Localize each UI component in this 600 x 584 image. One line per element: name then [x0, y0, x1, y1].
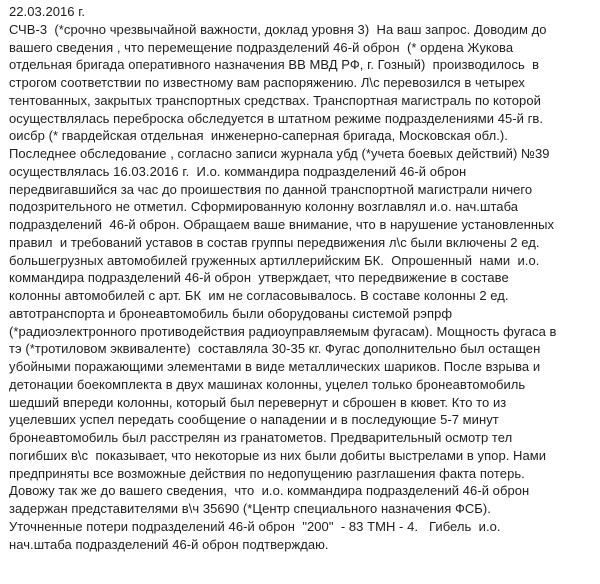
text-line: детонации боекомплекта в двух машинах колонны, уцелел только бронеавтомобиль: [9, 376, 526, 392]
text-line: Уточненные потери подразделений 46-й оброн "200" - 83 ТМН - 4. Гибель и.о.: [9, 518, 501, 534]
text-line: 22.03.2016 г.: [9, 4, 86, 19]
text-line: осуществлялась 16.03.2016 г. И.о. коммандира подразделений 46-й оброн: [9, 163, 467, 179]
text-line: шедший впереди колонны, который был перевернут и сброшен в кювет. Кто то из: [9, 394, 507, 410]
text-line: автотранспорта и бронеавтомобиль были оборудованы системой рэпрф: [9, 305, 453, 321]
text-line: правил и требований уставов в состав группы передвижения л\с были включены 2 ед.: [9, 234, 540, 250]
text-line: бронеавтомобиль был расстрелян из гранатометов. Предварительный осмотр тел: [9, 430, 513, 445]
text-line: тентованных, закрытых транспортных средствах. Транспортная магистраль по которой: [9, 92, 541, 108]
text-line: уцелевших успел передать сообщение о нападении и в последующие 5-7 минут: [9, 412, 499, 428]
text-line: большегрузных автомобилей груженных артиллерийским БК. Опрошенный нами и.о.: [9, 252, 540, 268]
text-line: строгом соответствии по известному вам распоряжению. Л\с перевозился в четырех: [9, 75, 525, 90]
text-line: погибших в\с показывает, что некоторые из них были добиты выстрелами в упор. Нами: [9, 447, 547, 463]
text-line: предприняты все возможные действия по недопущению разглашения факта потерь.: [9, 465, 525, 481]
text-line: подразделений 46-й оброн. Обращаем ваше внимание, что в нарушение установленных: [9, 217, 555, 232]
text-line: (*радиоэлектронного противодействия радиоуправляемым фугасам). Мощность фугаса в: [9, 323, 557, 339]
text-line: оисбр (* гвардейская отдельная инженерно-саперная бригада, Московская обл.).: [9, 128, 508, 144]
text-line: нач.штаба подразделений 46-й оброн подтверждаю.: [9, 536, 329, 552]
text-line: подозрительного не отметил. Сформированную колонну возглавлял и.о. нач.штаба: [9, 199, 519, 215]
text-line: убойными поражающими элементами в виде металлических шариков. После взрыва и: [9, 359, 541, 374]
text-line: СЧВ-3 (*срочно чрезвычайной важности, доклад уровня 3) На ваш запрос. Доводим до: [9, 21, 547, 37]
text-line: отдельная бригада оперативного назначения ВВ МВД РФ, г. Гозный) производилось в: [9, 57, 540, 73]
text-line: передвигавшийся за час до проишествия по данной транспортной магистрали ничего: [9, 181, 533, 197]
text-line: коммандира подразделений 46-й оброн утверждает, что передвижение в составе: [9, 270, 509, 286]
document-body: [9, 3, 597, 553]
text-line: колонны автомобилей с арт. БК им не согласовывалось. В составе колонны 2 ед.: [9, 288, 509, 303]
text-line: Последнее обследование , согласно записи журнала убд (*учета боевых действий) №39: [9, 146, 550, 161]
text-line: Довожу так же до вашего сведения, что и.о. коммандира подразделений 46-й оброн: [9, 483, 530, 499]
text-line: осуществлялась переброска обследуется в штатном режиме подразделениями 45-й гв.: [9, 110, 544, 126]
text-line: тэ (*тротиловом эквиваленте) составляла 30-35 кг. Фугас дополнительно был остащен: [9, 341, 541, 357]
text-line: задержан представителями в\ч 35690 (*Центр специального назначения ФСБ).: [9, 501, 491, 516]
text-line: вашего сведения , что перемещение подразделений 46-й оброн (* ордена Жукова: [9, 39, 514, 55]
